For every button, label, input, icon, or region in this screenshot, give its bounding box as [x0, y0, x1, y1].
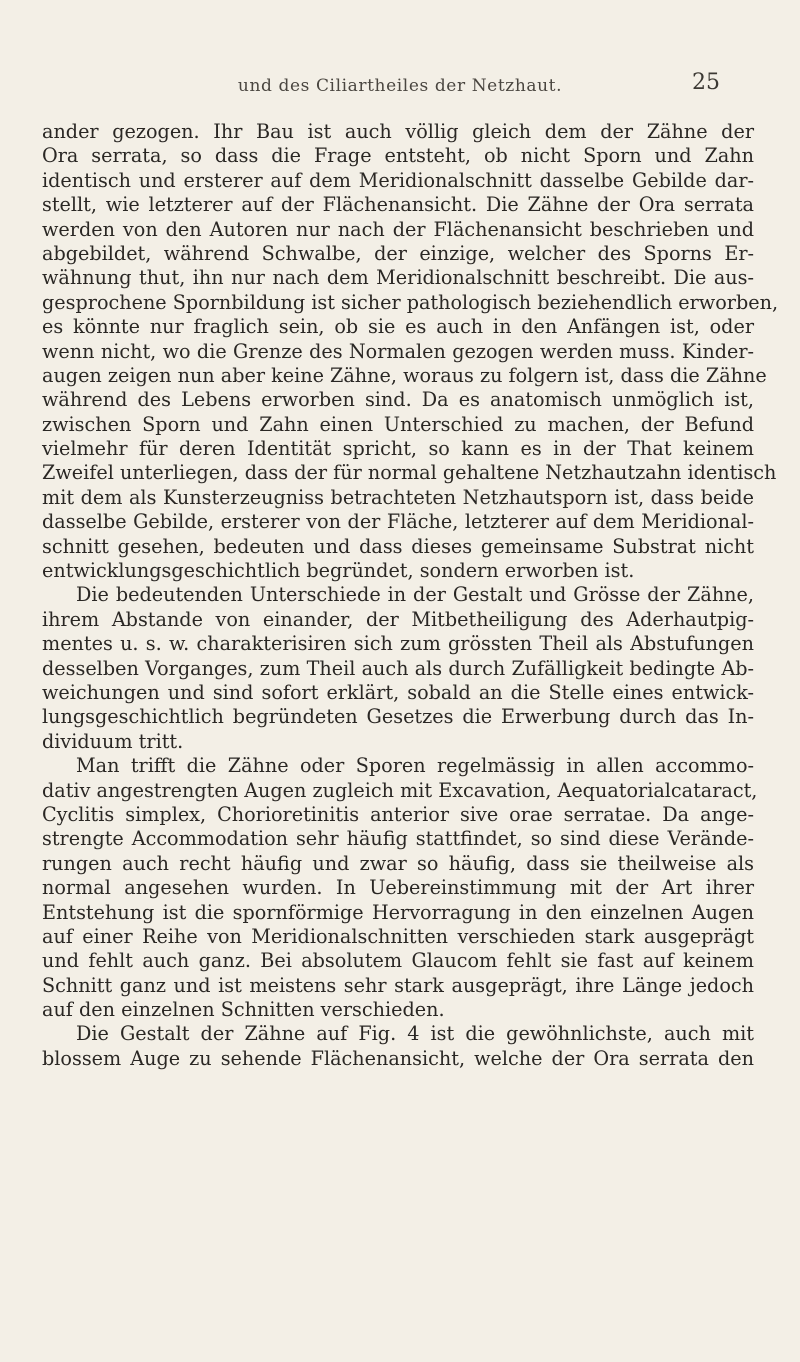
- text-line: entwicklungsgeschichtlich begründet, sondern erworben ist.: [42, 559, 635, 583]
- text-line: werden von den Autoren nur nach der Flächenansicht beschrieben und: [42, 217, 754, 241]
- text-line: wähnung thut, ihn nur nach dem Meridionalschnitt beschreibt. Die aus-: [42, 266, 754, 290]
- text-line: weichungen und sind sofort erklärt, sobald an die Stelle eines entwick-: [42, 680, 754, 704]
- text-line: stellt, wie letzterer auf der Flächenansicht. Die Zähne der Ora serrata: [42, 193, 754, 217]
- text-line: während des Lebens erworben sind. Da es anatomisch unmöglich ist,: [42, 388, 754, 412]
- text-line: gesprochene Spornbildung ist sicher pathologisch beziehendlich erworben,: [42, 290, 779, 314]
- text-line: und fehlt auch ganz. Bei absolutem Glaucom fehlt sie fast auf keinem: [42, 949, 754, 973]
- text-line: vielmehr für deren Identität spricht, so kann es in der That keinem: [42, 437, 754, 461]
- text-line: dativ angestrengten Augen zugleich mit Excavation, Aequatorialcataract,: [42, 778, 758, 802]
- text-line: rungen auch recht häufig und zwar so häufig, dass sie theilweise als: [42, 851, 754, 875]
- text-line: dividuum tritt.: [42, 729, 184, 753]
- text-line: schnitt gesehen, bedeuten und dass dieses gemeinsame Substrat nicht: [42, 534, 754, 558]
- text-line: mit dem als Kunsterzeugniss betrachteten Netzhautsporn ist, dass beide: [42, 485, 754, 509]
- text-line: augen zeigen nun aber keine Zähne, woraus zu folgern ist, dass die Zähne: [42, 363, 767, 387]
- running-title: und des Ciliartheiles der Netzhaut.: [237, 76, 563, 96]
- text-line: identisch und ersterer auf dem Meridionalschnitt dasselbe Gebilde dar-: [42, 168, 754, 192]
- text-line: Man trifft die Zähne oder Sporen regelmässig in allen accommo-: [76, 754, 754, 778]
- text-line: Zweifel unterliegen, dass der für normal gehaltene Netzhautzahn identisch: [42, 461, 777, 485]
- page-number: 25: [692, 70, 720, 95]
- running-head: [0, 70, 800, 100]
- body-text: [42, 120, 779, 1071]
- text-line: Die bedeutenden Unterschiede in der Gestalt und Grösse der Zähne,: [76, 583, 754, 607]
- text-line: abgebildet, während Schwalbe, der einzige, welcher des Sporns Er-: [42, 241, 754, 265]
- text-line: zwischen Sporn und Zahn einen Unterschied zu machen, der Befund: [42, 412, 754, 436]
- text-line: Ora serrata, so dass die Frage entsteht, ob nicht Sporn und Zahn: [42, 144, 754, 168]
- text-line: Entstehung ist die spornförmige Hervorragung in den einzelnen Augen: [42, 900, 754, 924]
- text-line: ander gezogen. Ihr Bau ist auch völlig gleich dem der Zähne der: [42, 120, 754, 143]
- paragraph: [42, 1022, 754, 1071]
- text-line: Schnitt ganz und ist meistens sehr stark ausgeprägt, ihre Länge jedoch: [42, 973, 754, 997]
- text-line: blossem Auge zu sehende Flächenansicht, welche der Ora serrata den: [42, 1046, 754, 1070]
- paragraph: [42, 583, 754, 754]
- text-line: dasselbe Gebilde, ersterer von der Fläche, letzterer auf dem Meridional-: [42, 510, 754, 534]
- text-line: es könnte nur fraglich sein, ob sie es auch in den Anfängen ist, oder: [42, 315, 754, 339]
- text-line: desselben Vorganges, zum Theil auch als durch Zufälligkeit bedingte Ab-: [42, 656, 754, 680]
- text-line: strengte Accommodation sehr häufig stattfindet, so sind diese Verände-: [42, 827, 754, 851]
- text-line: lungsgeschichtlich begründeten Gesetzes die Erwerbung durch das In-: [42, 705, 754, 729]
- text-line: normal angesehen wurden. In Uebereinstimmung mit der Art ihrer: [42, 876, 754, 900]
- paragraph: [42, 120, 779, 583]
- text-line: auf den einzelnen Schnitten verschieden.: [42, 998, 445, 1022]
- text-line: auf einer Reihe von Meridionalschnitten verschieden stark ausgeprägt: [42, 924, 754, 948]
- text-line: Die Gestalt der Zähne auf Fig. 4 ist die gewöhnlichste, auch mit: [76, 1022, 754, 1046]
- text-line: wenn nicht, wo die Grenze des Normalen gezogen werden muss. Kinder-: [42, 339, 754, 363]
- paragraph: [42, 754, 758, 1022]
- text-line: mentes u. s. w. charakterisiren sich zum grössten Theil als Abstufungen: [42, 632, 754, 656]
- text-line: ihrem Abstande von einander, der Mitbetheiligung des Aderhautpig-: [42, 607, 754, 631]
- text-line: Cyclitis simplex, Chorioretinitis anterior sive orae serratae. Da ange-: [42, 802, 754, 826]
